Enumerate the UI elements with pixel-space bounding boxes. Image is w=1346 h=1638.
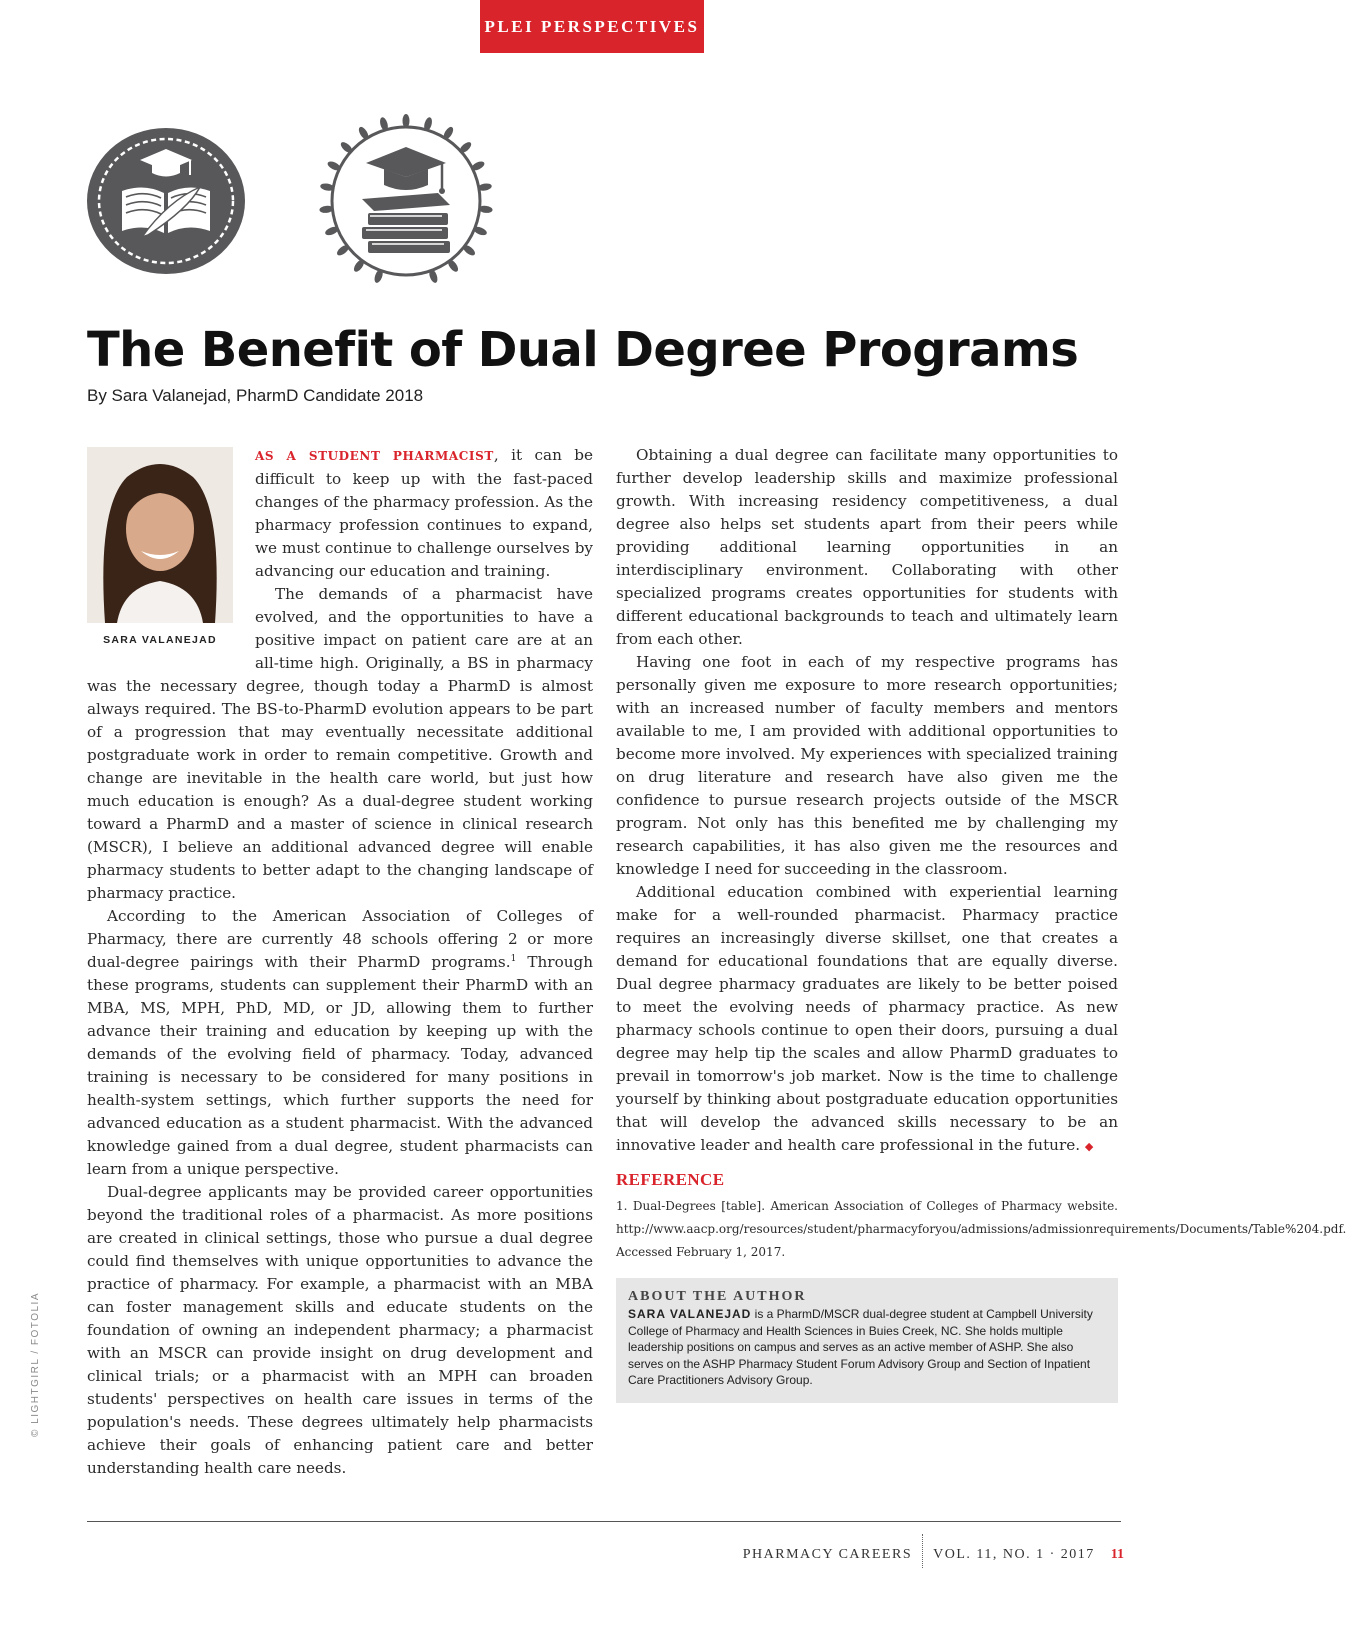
lead-in: AS A STUDENT PHARMACIST (255, 449, 494, 463)
article-paragraph: Additional education combined with experiential learning make for a well-rounded pharmacist. Pharmacy practice requires an increasingly diverse skillset, one that creates a demand for educational foundations that are equally diverse. Dual degree pharmacy graduates are likely to be better poised to meet the evolving needs of pharmacy practice. As new pharmacy schools continue to open their doors, pursuing a dual degree may help tip the scales and allow PharmD graduates to prevail in tomorrow's job market. Now is the time to challenge yourself by thinking about postgraduate education opportunities that will develop the advanced skills necessary to be an innovative leader and health care professional in the future. ◆ (616, 883, 1118, 1154)
footnote-marker: 1 (510, 953, 517, 964)
footer-divider (922, 1534, 923, 1568)
mortarboard-icon (366, 147, 446, 194)
section-tab: PLEI PERSPECTIVES (480, 0, 704, 53)
graduation-book-badge (86, 127, 246, 275)
author-name: SARA VALANEJAD (628, 1307, 752, 1321)
photo-caption: SARA VALANEJAD (103, 634, 217, 646)
article-paragraph: The demands of a pharmacist have evolved, and the opportunities to have a positive impact on patient care are at an all-time high. Originally, a BS in pharmacy was the necessary degree, though today a PharmD is almost always required. The BS-to-PharmD evolution appears to be part of a progression that may eventually necessitate additional postgraduate work in order to remain competitive. Growth and change are inevitable in the health care world, but just how much education is enough? As a dual-degree student working toward a PharmD and a master of science in clinical research (MSCR), I believe an additional advanced degree will enable pharmacy students to better adapt to the changing landscape of pharmacy practice. (87, 585, 593, 902)
photo-credit: © LIGHTGIRL / FOTOLIA (30, 1291, 41, 1437)
reference-heading: REFERENCE (616, 1170, 725, 1189)
about-author-heading: ABOUT THE AUTHOR (628, 1289, 807, 1304)
issue-info: VOL. 11, NO. 1 · 2017 (933, 1547, 1095, 1562)
laurel-books-badge (318, 113, 494, 289)
reference-item: 1. Dual-Degrees [table]. American Association of Colleges of Pharmacy website. http://www.aacp.org/resources/student/pharmacyforyou/admissions/admissionrequirements/Documents/Table%204.pdf. Accessed February 1, 2017. (616, 1199, 1346, 1259)
article-title: The Benefit of Dual Degree Programs (87, 322, 1079, 378)
article-paragraph: According to the American Association of Colleges of Pharmacy, there are currently 48 schools offering 2 or more dual-degree pairings with their PharmD programs.$^1$ Through these programs, students can supplement their PharmD with an MBA, MS, MPH, PhD, MD, or JD, allowing them to further advance their training and education by keeping up with the demands of the evolving field of pharmacy. Today, advanced training is necessary to be considered for many positions in health-system settings, which further supports the need for advanced education as a student pharmacist. With the advanced knowledge gained from a dual degree, student pharmacists can learn from a unique perspective. (87, 907, 593, 1178)
book-stack-icon (362, 193, 450, 253)
end-mark-icon: ◆ (1084, 1140, 1094, 1153)
article-column-left (87, 444, 593, 1480)
page-number: 11 (1110, 1547, 1124, 1562)
page-footer (743, 1538, 1124, 1572)
about-author-box (616, 1278, 1118, 1403)
article-paragraph: Dual-degree applicants may be provided career opportunities beyond the traditional roles of a pharmacist. As more positions are created in clinical settings, those who pursue a dual degree could find themselves with unique opportunities to advance the practice of pharmacy. For example, a pharmacist with an MBA can foster management skills and educate students on the foundation of owning an independent pharmacy; a pharmacist with an MSCR can provide insight on drug development and clinical trials; or a pharmacist with an MPH can broaden students' perspectives on health care issues in terms of the population's needs. These degrees ultimately help pharmacists achieve their goals of enhancing patient care and better understanding health care needs. (87, 1183, 593, 1477)
article-column-right (616, 444, 1346, 1403)
publication-name: PHARMACY CAREERS (742, 1547, 913, 1562)
about-author-text: SARA VALANEJAD is a PharmD/MSCR dual-degree student at Campbell University College of Pharmacy and Health Sciences in Buies Creek, NC. She holds multiple leadership positions on campus and serves as an active member of ASHP. She also serves on the ASHP Pharmacy Student Forum Advisory Group and Section of Inpatient Care Practitioners Advisory Group. (628, 1307, 1093, 1387)
article-paragraph: AS A STUDENT PHARMACIST, it can be difficult to keep up with the fast-paced changes of the pharmacy profession. As the pharmacy profession continues to expand, we must continue to challenge ourselves by advancing our education and training. (255, 446, 593, 580)
article-paragraph: Obtaining a dual degree can facilitate many opportunities to further develop leadership skills and maximize professional growth. With increasing residency competitiveness, a dual degree also helps set students apart from their peers while providing additional learning opportunities in an interdisciplinary environment. Collaborating with other specialized programs creates opportunities for students with different educational backgrounds to teach and ultimately learn from each other. (616, 446, 1118, 648)
byline: By Sara Valanejad, PharmD Candidate 2018 (87, 386, 424, 405)
article-paragraph: Having one foot in each of my respective programs has personally given me exposure to more research opportunities; with an increased number of faculty members and mentors available to me, I am provided with additional opportunities to become more involved. My experiences with specialized training on drug literature and research have also given me the confidence to pursue research projects outside of the MSCR program. Not only has this benefited me by challenging my research capabilities, it has also given me the resources and knowledge I need for succeeding in the classroom. (616, 653, 1118, 878)
footer-rule (87, 1521, 1121, 1522)
